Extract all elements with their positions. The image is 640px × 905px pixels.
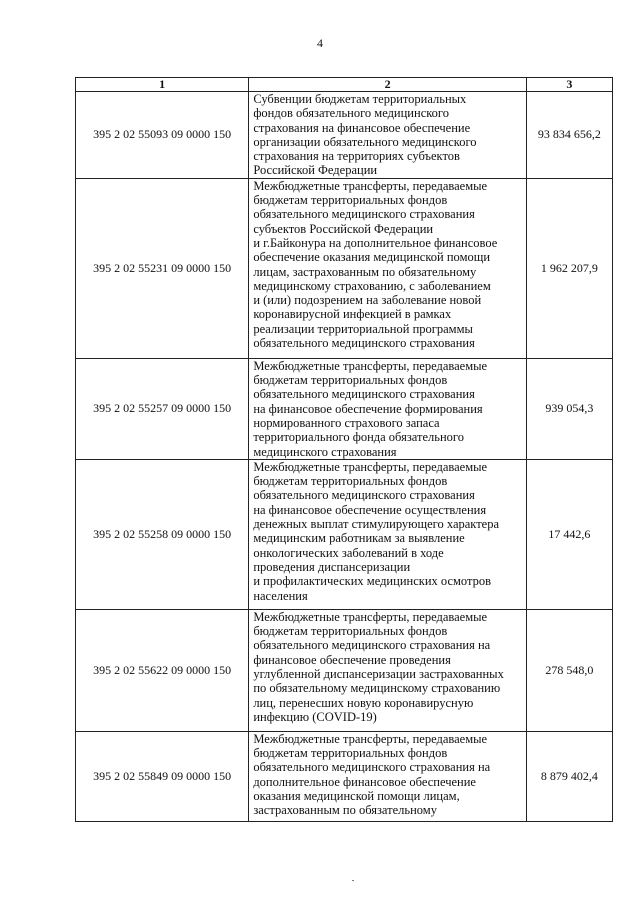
header-col-2: 2 xyxy=(249,78,527,92)
transfer-description: Межбюджетные трансферты, передаваемые бюджетам территориальных фондов обязательного медицинского страхования на дополнительное финансовое обеспечение оказания медицинской помощи лицам, застрахованным по обязательному xyxy=(249,731,527,821)
page-number: 4 xyxy=(317,36,323,50)
table-row xyxy=(76,92,613,179)
transfer-description: Межбюджетные трансферты, передаваемые бюджетам территориальных фондов обязательного медицинского страхования субъектов Российской Федерации и г.Байконура на дополнительное финансовое обеспечение оказания медицинской помощи лицам, застрахованным по обязательному медицинскому страхованию, с заболеванием и (или) подозрением на заболевание новой коронавирусной инфекцией в рамках реализации территориальной программы обязательного медицинского страхования xyxy=(249,178,527,358)
budget-code: 395 2 02 55622 09 0000 150 xyxy=(76,609,249,731)
transfer-description: Субвенции бюджетам территориальных фондов обязательного медицинского страхования на финансовое обеспечение организации обязательного медицинского страхования на территориях субъектов Российской Федерации xyxy=(249,92,527,179)
header-col-3: 3 xyxy=(526,78,612,92)
header-col-1: 1 xyxy=(76,78,249,92)
budget-code: 395 2 02 55258 09 0000 150 xyxy=(76,459,249,609)
table-row xyxy=(76,459,613,609)
table-row xyxy=(76,731,613,821)
budget-code: 395 2 02 55849 09 0000 150 xyxy=(76,731,249,821)
budget-code: 395 2 02 55093 09 0000 150 xyxy=(76,92,249,179)
transfer-description: Межбюджетные трансферты, передаваемые бюджетам территориальных фондов обязательного медицинского страхования на финансовое обеспечение проведения углубленной диспансеризации застрахованных по обязательному медицинскому страхованию лиц, перенесших новую коронавирусную инфекцию (COVID-19) xyxy=(249,609,527,731)
transfer-amount: 17 442,6 xyxy=(526,459,612,609)
transfer-description: Межбюджетные трансферты, передаваемые бюджетам территориальных фондов обязательного медицинского страхования на финансовое обеспечение осуществления денежных выплат стимулирующего характера медицинским работникам за выявление онкологических заболеваний в ходе проведения диспансеризации и профилактических медицинских осмотров населения xyxy=(249,459,527,609)
transfer-amount: 1 962 207,9 xyxy=(526,178,612,358)
budget-table xyxy=(75,77,613,822)
transfer-amount: 8 879 402,4 xyxy=(526,731,612,821)
table-row xyxy=(76,178,613,358)
transfer-description: Межбюджетные трансферты, передаваемые бюджетам территориальных фондов обязательного медицинского страхования на финансовое обеспечение формирования нормированного страхового запаса территориального фонда обязательного медицинского страхования xyxy=(249,358,527,459)
scan-speck xyxy=(352,880,354,881)
table-header-row xyxy=(76,78,613,92)
transfer-amount: 278 548,0 xyxy=(526,609,612,731)
transfer-amount: 93 834 656,2 xyxy=(526,92,612,179)
table-row xyxy=(76,609,613,731)
budget-code: 395 2 02 55257 09 0000 150 xyxy=(76,358,249,459)
transfer-amount: 939 054,3 xyxy=(526,358,612,459)
table-row xyxy=(76,358,613,459)
budget-code: 395 2 02 55231 09 0000 150 xyxy=(76,178,249,358)
